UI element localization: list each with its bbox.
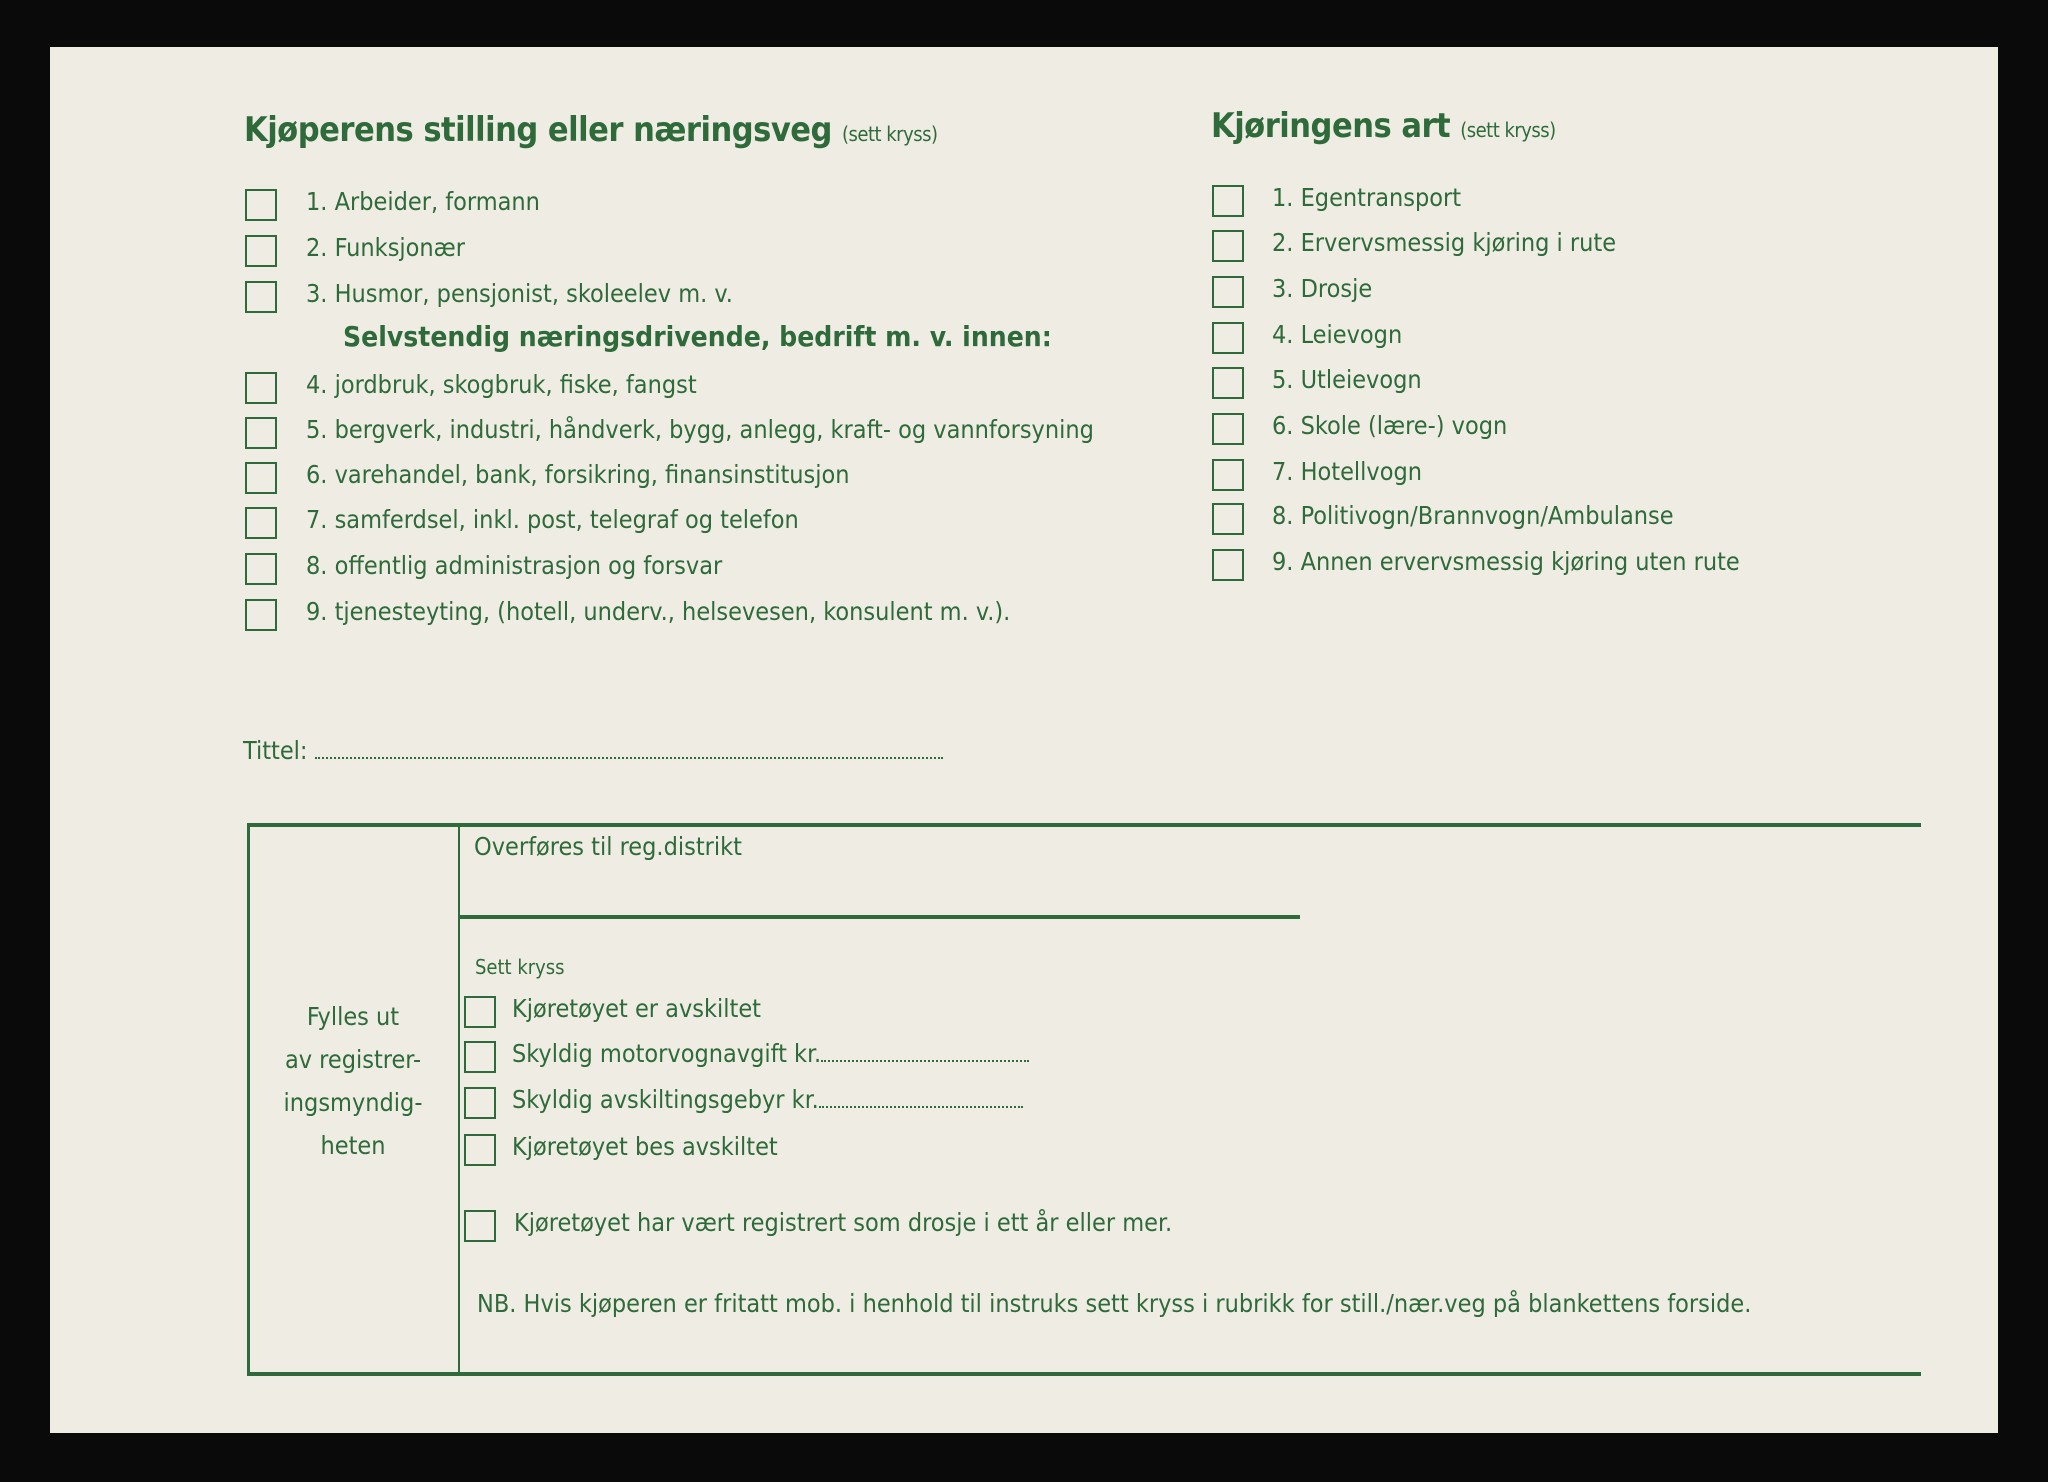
label-text: 8. Politivogn/Brannvogn/Ambulanse [1272, 501, 1674, 530]
driving-type-item-checkbox[interactable] [1212, 367, 1244, 399]
driving-type-item-checkbox[interactable] [1212, 322, 1244, 354]
sett-kryss-label: Sett kryss [475, 955, 565, 979]
transfer-label: Overføres til reg.distrikt [474, 832, 742, 861]
registration-item-label [512, 994, 761, 1023]
driving-type-item-label [1272, 228, 1616, 257]
label-text: 7. samferdsel, inkl. post, telegraf og telefon [306, 505, 799, 534]
occupation-item-checkbox[interactable] [245, 372, 277, 404]
box-bottom-rule [248, 1372, 1921, 1376]
occupation-item-checkbox[interactable] [245, 553, 277, 585]
driving-type-item-label [1272, 274, 1372, 303]
occupation-item-checkbox[interactable] [245, 462, 277, 494]
occupation-item-checkbox[interactable] [245, 599, 277, 631]
occupation-item-label [306, 551, 722, 580]
occupation-item-checkbox[interactable] [245, 507, 277, 539]
label-text: Skyldig avskiltingsgebyr kr. [512, 1085, 819, 1114]
drosje-checkbox[interactable] [464, 1210, 496, 1242]
label-text: 2. Funksjonær [306, 233, 466, 262]
label-text: Kjøretøyet er avskiltet [512, 994, 761, 1023]
transfer-rule [460, 915, 1300, 919]
registration-item-checkbox[interactable] [464, 1041, 496, 1073]
authority-note-line: av registrer- [284, 1045, 422, 1074]
label-text: 9. Annen ervervsmessig kjøring uten rute [1272, 547, 1740, 576]
authority-note-line: ingsmyndig- [283, 1088, 423, 1117]
occupation-item-label [306, 187, 540, 216]
label-text: 5. bergverk, industri, håndverk, bygg, anlegg, kraft- og vannforsyning [306, 415, 1094, 444]
title-label: Tittel: [243, 736, 308, 765]
occupation-item-label [306, 505, 799, 534]
title-field[interactable] [243, 736, 943, 765]
driving-type-item-checkbox[interactable] [1212, 503, 1244, 535]
label-text: 5. Utleievogn [1272, 365, 1422, 394]
title-input-line[interactable] [315, 757, 943, 759]
occupation-item-label [306, 460, 850, 489]
registration-item-label [512, 1039, 1029, 1068]
occupation-item-label [306, 279, 733, 308]
registration-item-checkbox[interactable] [464, 1087, 496, 1119]
label-text: 6. varehandel, bank, forsikring, finansinstitusjon [306, 460, 850, 489]
authority-note [260, 995, 446, 1167]
occupation-item-checkbox[interactable] [245, 189, 277, 221]
authority-note-line: heten [320, 1131, 386, 1160]
driving-type-item-checkbox[interactable] [1212, 185, 1244, 217]
driving-type-item-checkbox[interactable] [1212, 276, 1244, 308]
driving-type-item-checkbox[interactable] [1212, 413, 1244, 445]
label-text: 6. Skole (lære-) vogn [1272, 411, 1508, 440]
registration-item-label [512, 1132, 778, 1161]
box-top-rule [248, 823, 1921, 827]
nb-note: NB. Hvis kjøperen er fritatt mob. i henhold til instruks sett kryss i rubrikk for still./nær.veg på blankettens forside. [477, 1289, 1752, 1318]
label-text: 8. offentlig administrasjon og forsvar [306, 551, 723, 580]
driving-type-item-label [1272, 501, 1674, 530]
driving-type-item-checkbox[interactable] [1212, 230, 1244, 262]
heading-text: Kjøperens stilling eller næringsveg [244, 110, 832, 150]
heading-text: Kjøringens art [1211, 106, 1451, 146]
label-text: 9. tjenesteyting, (hotell, underv., helsevesen, konsulent m. v.). [306, 597, 1011, 626]
label-text: 2. Ervervsmessig kjøring i rute [1272, 228, 1617, 257]
label-text: Skyldig motorvognavgift kr. [512, 1039, 822, 1068]
driving-type-item-label [1272, 183, 1461, 212]
label-text: 4. Leievogn [1272, 320, 1403, 349]
label-text: 7. Hotellvogn [1272, 457, 1423, 486]
occupation-item-checkbox[interactable] [245, 235, 277, 267]
amount-input-line[interactable] [819, 1106, 1023, 1108]
occupation-item-checkbox[interactable] [245, 281, 277, 313]
occupation-item-label [306, 233, 465, 262]
label-text: 4. jordbruk, skogbruk, fiske, fangst [306, 370, 697, 399]
registration-item-checkbox[interactable] [464, 1134, 496, 1166]
label-text: 3. Drosje [1272, 274, 1373, 303]
buyer-occupation-heading [244, 110, 937, 150]
driving-type-heading [1211, 106, 1556, 146]
occupation-item-label [306, 597, 1010, 626]
box-left-rule [247, 823, 250, 1376]
driving-type-item-checkbox[interactable] [1212, 459, 1244, 491]
label-text: 3. Husmor, pensjonist, skoleelev m. v. [306, 279, 733, 308]
label-text: Kjøretøyet bes avskiltet [512, 1132, 778, 1161]
driving-type-item-label [1272, 547, 1740, 576]
heading-hint: (sett kryss) [1460, 118, 1556, 142]
occupation-item-label [306, 370, 697, 399]
amount-input-line[interactable] [821, 1060, 1029, 1062]
self-employed-subheading: Selvstendig næringsdrivende, bedrift m. v. innen: [343, 320, 1052, 353]
driving-type-item-label [1272, 320, 1402, 349]
label-text: 1. Arbeider, formann [306, 187, 540, 216]
driving-type-item-checkbox[interactable] [1212, 549, 1244, 581]
heading-hint: (sett kryss) [841, 122, 938, 146]
driving-type-item-label [1272, 457, 1422, 486]
occupation-item-label [306, 415, 1094, 444]
registration-item-label [512, 1085, 1023, 1114]
occupation-item-checkbox[interactable] [245, 417, 277, 449]
registration-item-checkbox[interactable] [464, 996, 496, 1028]
driving-type-item-label [1272, 365, 1422, 394]
authority-note-line: Fylles ut [306, 1002, 400, 1031]
drosje-label: Kjøretøyet har vært registrert som drosje i ett år eller mer. [514, 1208, 1173, 1237]
driving-type-item-label [1272, 411, 1507, 440]
label-text: 1. Egentransport [1272, 183, 1462, 212]
box-divider [458, 827, 460, 1372]
